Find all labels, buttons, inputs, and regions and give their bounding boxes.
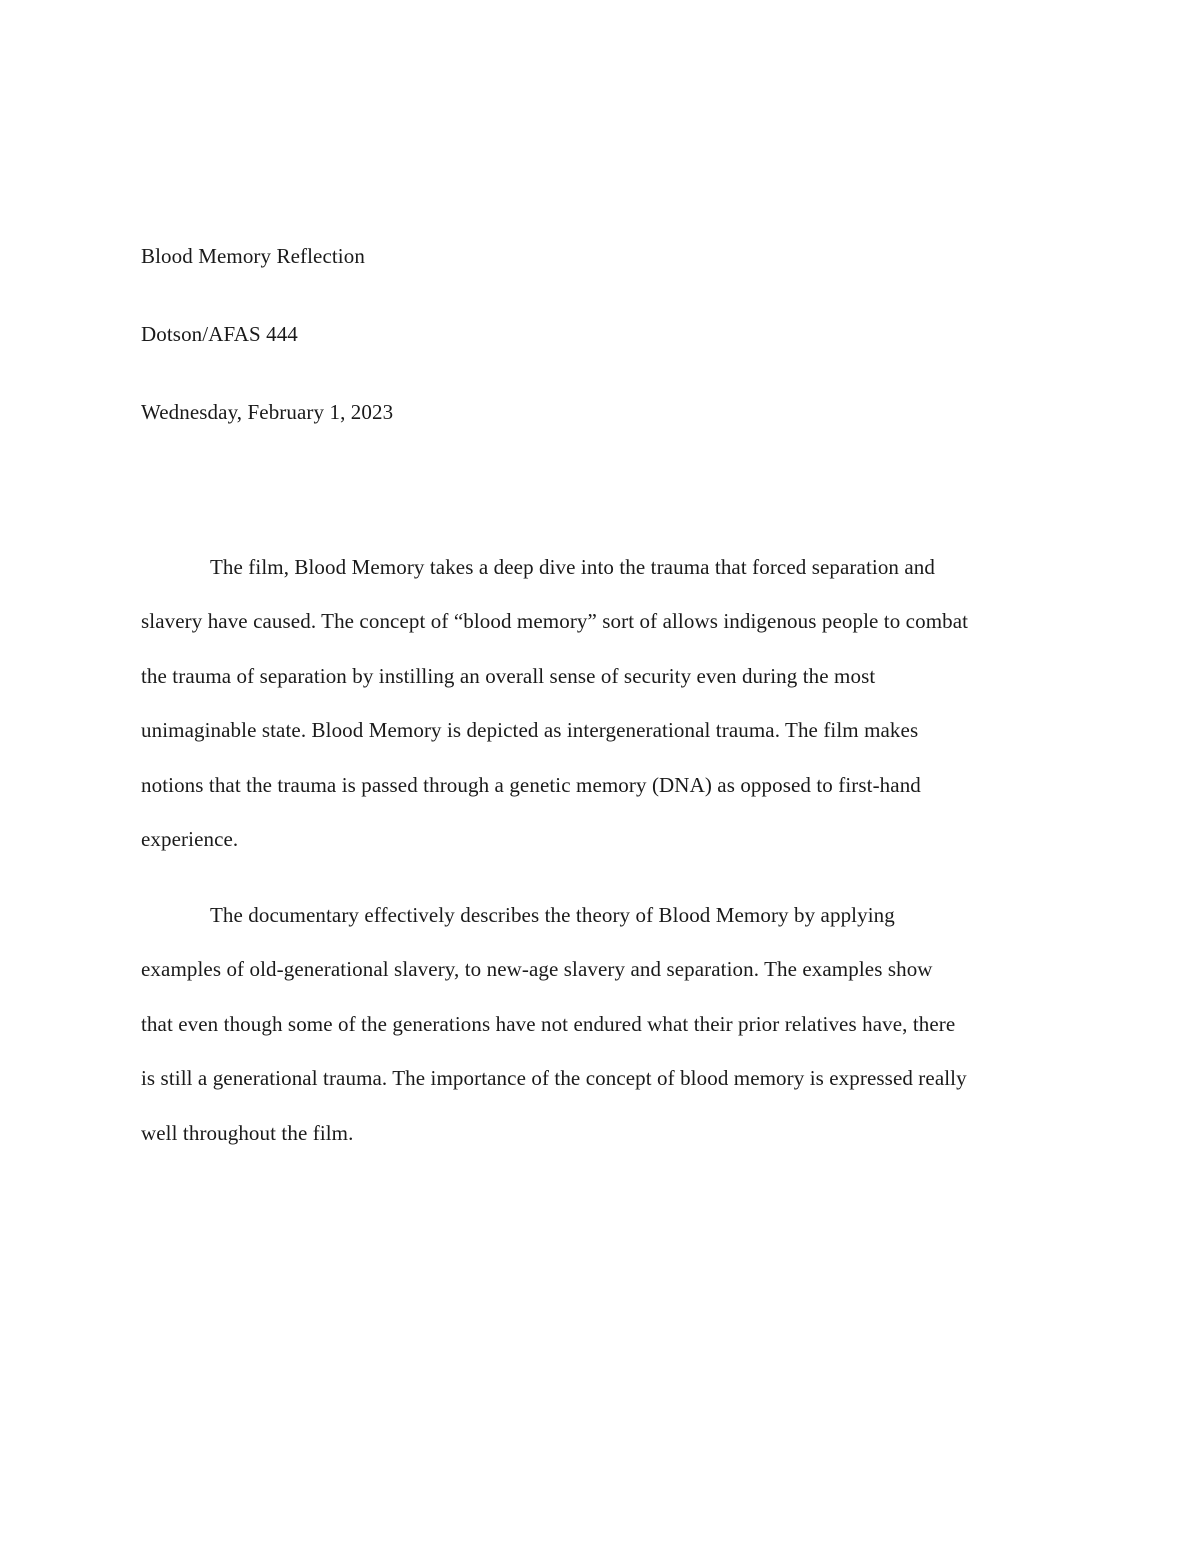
course-line: Dotson/AFAS 444: [141, 322, 298, 346]
paragraph-line: notions that the trauma is passed through a genetic memory (DNA) as opposed to first-hand: [141, 772, 921, 797]
paragraph-line: slavery have caused. The concept of “blood memory” sort of allows indigenous people to combat: [141, 609, 969, 634]
paragraph-line: The documentary effectively describes the theory of Blood Memory by applying: [210, 903, 895, 927]
body-paragraph-2: [141, 902, 1061, 1174]
paragraph-line: the trauma of separation by instilling an overall sense of security even during the most: [141, 663, 876, 688]
paragraph-line: experience.: [141, 826, 239, 851]
document-title: Blood Memory Reflection: [141, 244, 365, 268]
paragraph-line: that even though some of the generations have not endured what their prior relatives have, there: [141, 1011, 956, 1036]
paragraph-line: unimaginable state. Blood Memory is depicted as intergenerational trauma. The film makes: [141, 718, 919, 743]
date-line: Wednesday, February 1, 2023: [141, 400, 394, 424]
paragraph-line: well throughout the film.: [141, 1120, 354, 1145]
paragraph-line: is still a generational trauma. The importance of the concept of blood memory is expressed really: [141, 1066, 967, 1091]
paragraph-line: The film, Blood Memory takes a deep dive into the trauma that forced separation and: [210, 555, 935, 579]
paragraph-line: examples of old-generational slavery, to new-age slavery and separation. The examples show: [141, 957, 933, 982]
body-paragraph-1: [141, 554, 1061, 880]
